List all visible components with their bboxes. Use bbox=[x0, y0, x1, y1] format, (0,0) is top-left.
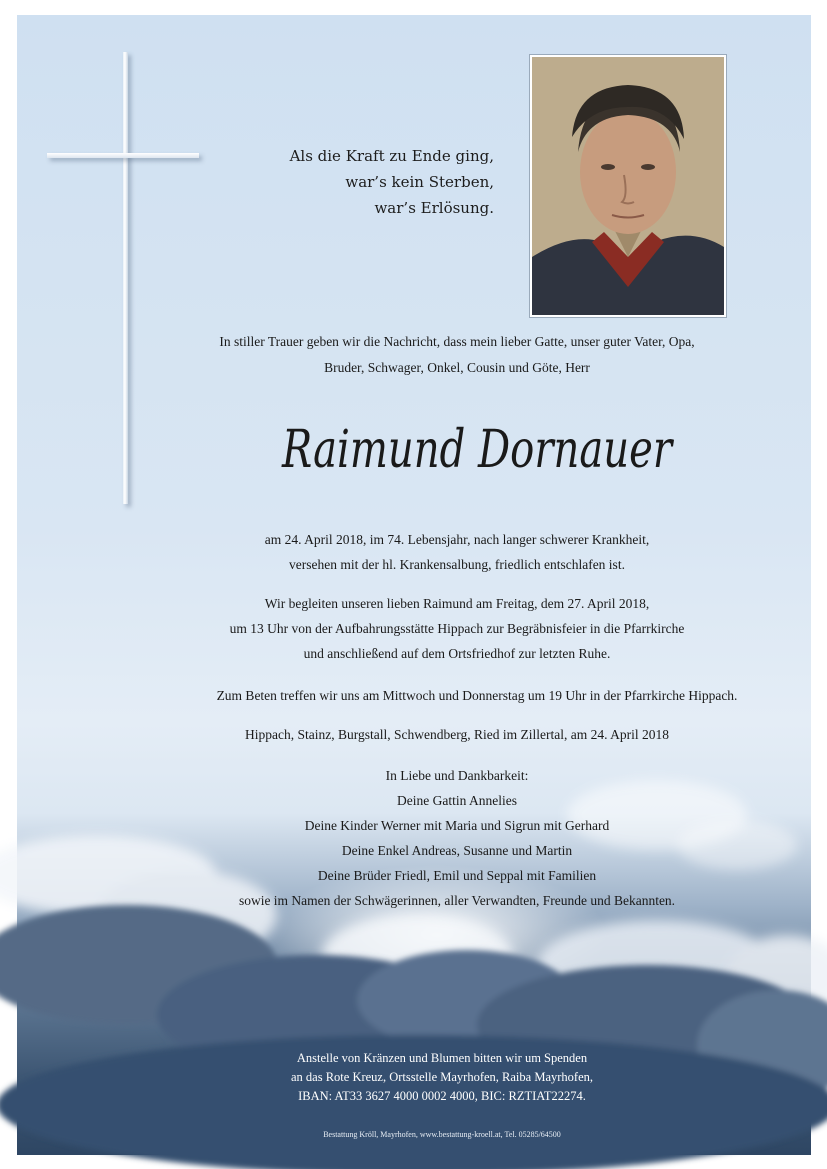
cross-vertical-beam bbox=[123, 52, 128, 504]
motto bbox=[290, 143, 494, 221]
announcement-line: Bruder, Schwager, Onkel, Cousin und Göte, Herr bbox=[324, 360, 590, 375]
announcement-text bbox=[177, 329, 737, 381]
motto-line: Als die Kraft zu Ende ging, bbox=[289, 147, 494, 165]
donation-line: Anstelle von Kränzen und Blumen bitten wir um Spenden bbox=[296, 1051, 588, 1065]
announcement-line: In stiller Trauer geben wir die Nachricht, dass mein lieber Gatte, unser guter Vater, Opa, bbox=[219, 334, 695, 349]
deceased-name bbox=[267, 397, 687, 487]
deceased-name-text: Raimund Dornauer bbox=[281, 420, 675, 480]
mourner-line: In Liebe und Dankbarkeit: bbox=[385, 768, 529, 783]
mourner-line: Deine Kinder Werner mit Maria und Sigrun mit Gerhard bbox=[304, 818, 610, 833]
place-date: Hippach, Stainz, Burgstall, Schwendberg, Ried im Zillertal, am 24. April 2018 bbox=[245, 727, 669, 742]
donation-line: IBAN: AT33 3627 4000 0002 4000, BIC: RZTIAT22274. bbox=[298, 1089, 586, 1103]
obituary-card bbox=[17, 15, 811, 1155]
funeral-line: und anschließend auf dem Ortsfriedhof zur letzten Ruhe. bbox=[303, 646, 611, 661]
mourner-line: Deine Gattin Annelies bbox=[397, 793, 517, 808]
funeral-line: um 13 Uhr von der Aufbahrungsstätte Hippach zur Begräbnisfeier in die Pfarrkirche bbox=[229, 621, 685, 636]
mourner-line: Deine Brüder Friedl, Emil und Seppal mit Familien bbox=[317, 868, 597, 883]
death-notice bbox=[177, 527, 737, 577]
cross-horizontal-beam bbox=[47, 153, 199, 158]
mourner-line: sowie im Namen der Schwägerinnen, aller Verwandten, Freunde und Bekannten. bbox=[238, 893, 676, 908]
portrait-photo bbox=[530, 55, 726, 317]
motto-line: war’s Erlösung. bbox=[374, 199, 494, 217]
mourners-list bbox=[177, 763, 737, 913]
motto-line: war’s kein Sterben, bbox=[345, 173, 494, 191]
death-notice-line: versehen mit der hl. Krankensalbung, friedlich entschlafen ist. bbox=[289, 557, 625, 572]
mourner-line: Deine Enkel Andreas, Susanne und Martin bbox=[341, 843, 573, 858]
funeral-home-footer: Bestattung Kröll, Mayrhofen, www.bestattung-kroell.at, Tel. 05285/64500 bbox=[323, 1130, 561, 1139]
donation-note bbox=[252, 1049, 632, 1106]
prayer-info: Zum Beten treffen wir uns am Mittwoch und Donnerstag um 19 Uhr in der Pfarrkirche Hippach. bbox=[216, 688, 738, 703]
death-notice-line: am 24. April 2018, im 74. Lebensjahr, nach langer schwerer Krankheit, bbox=[264, 532, 650, 547]
funeral-info bbox=[177, 591, 737, 666]
donation-line: an das Rote Kreuz, Ortsstelle Mayrhofen, Raiba Mayrhofen, bbox=[291, 1070, 593, 1084]
funeral-line: Wir begleiten unseren lieben Raimund am Freitag, dem 27. April 2018, bbox=[264, 596, 650, 611]
